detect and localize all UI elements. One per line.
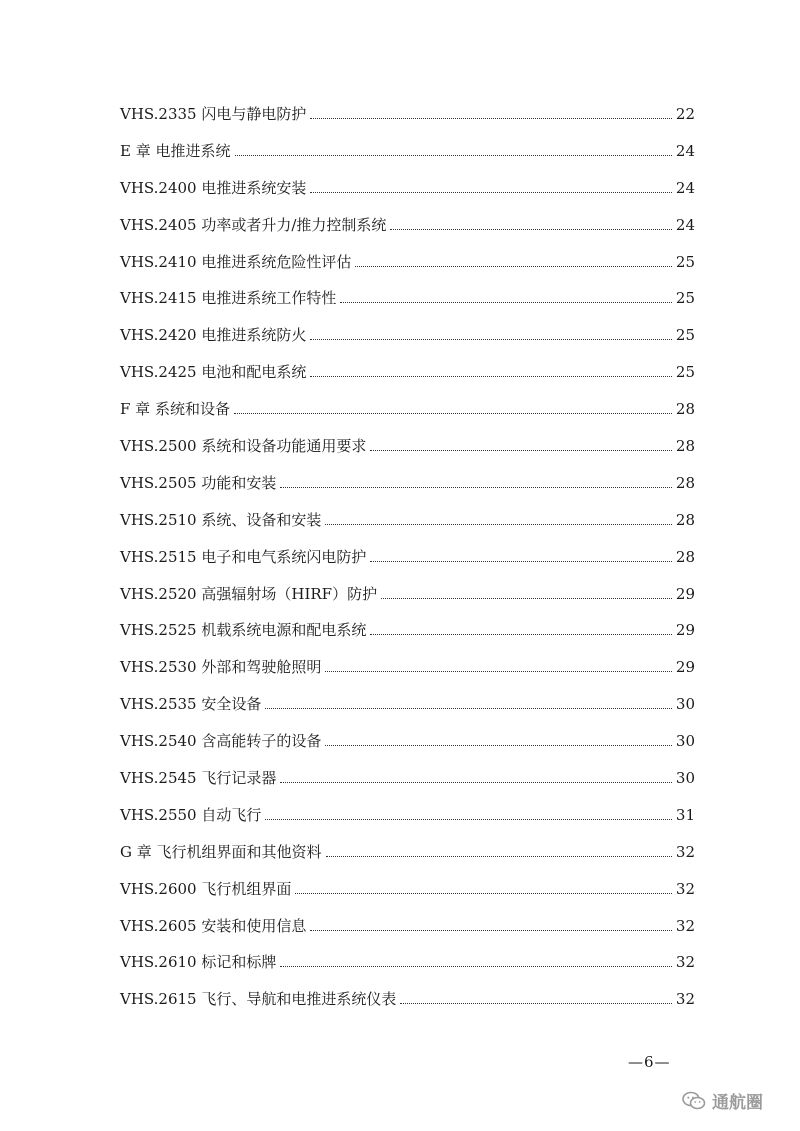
toc-entry[interactable] bbox=[120, 916, 695, 953]
toc-leader-dots bbox=[310, 930, 672, 931]
toc-leader-dots bbox=[381, 598, 672, 599]
toc-entry-title: VHS.2400 电推进系统安装 bbox=[120, 178, 307, 197]
watermark-text: 通航圈 bbox=[712, 1093, 763, 1113]
toc-entry[interactable] bbox=[120, 436, 695, 473]
toc-entry[interactable] bbox=[120, 473, 695, 510]
toc-entry-title: VHS.2420 电推进系统防火 bbox=[120, 326, 307, 345]
toc-leader-dots bbox=[310, 376, 672, 377]
toc-leader-dots bbox=[325, 745, 672, 746]
toc-entry-title: VHS.2530 外部和驾驶舱照明 bbox=[120, 658, 322, 677]
toc-chapter[interactable] bbox=[120, 399, 695, 436]
toc-entry-page: 28 bbox=[675, 437, 695, 456]
toc-entry-page: 24 bbox=[675, 215, 695, 234]
toc-leader-dots bbox=[310, 339, 672, 340]
toc-entry[interactable] bbox=[120, 178, 695, 215]
toc-leader-dots bbox=[325, 671, 672, 672]
toc-entry[interactable] bbox=[120, 510, 695, 547]
toc-entry-title: VHS.2505 功能和安装 bbox=[120, 473, 277, 492]
toc-entry[interactable] bbox=[120, 325, 695, 362]
toc-entry-page: 32 bbox=[675, 879, 695, 898]
toc-chapter[interactable] bbox=[120, 842, 695, 879]
toc-leader-dots bbox=[310, 118, 672, 119]
toc-entry-page: 30 bbox=[675, 695, 695, 714]
toc-entry-page: 25 bbox=[675, 326, 695, 345]
toc-leader-dots bbox=[390, 229, 671, 230]
watermark bbox=[682, 1088, 763, 1113]
toc-entry-title: VHS.2500 系统和设备功能通用要求 bbox=[120, 437, 367, 456]
toc-entry-page: 28 bbox=[675, 400, 695, 419]
toc-leader-dots bbox=[280, 966, 672, 967]
toc-leader-dots bbox=[370, 450, 672, 451]
toc-entry-title: VHS.2415 电推进系统工作特性 bbox=[120, 289, 337, 308]
toc-entry-title: VHS.2425 电池和配电系统 bbox=[120, 363, 307, 382]
toc-entry-title: VHS.2550 自动飞行 bbox=[120, 805, 262, 824]
toc-entry-title: VHS.2405 功率或者升力/推力控制系统 bbox=[120, 215, 387, 234]
toc-entry-page: 25 bbox=[675, 363, 695, 382]
toc-entry[interactable] bbox=[120, 362, 695, 399]
toc-entry[interactable] bbox=[120, 584, 695, 621]
toc-entry-page: 29 bbox=[675, 584, 695, 603]
toc-entry-title: VHS.2335 闪电与静电防护 bbox=[120, 105, 307, 123]
toc-leader-dots bbox=[400, 1003, 672, 1004]
toc-entry-title: VHS.2535 安全设备 bbox=[120, 695, 262, 714]
toc-entry-page: 25 bbox=[675, 252, 695, 271]
toc-entry-page: 31 bbox=[675, 805, 695, 824]
toc-entry-title: VHS.2520 高强辐射场（HIRF）防护 bbox=[120, 584, 378, 603]
toc-entry-title: VHS.2615 飞行、导航和电推进系统仪表 bbox=[120, 990, 397, 1009]
toc-leader-dots bbox=[280, 782, 672, 783]
toc-entry-title: G 章 飞行机组界面和其他资料 bbox=[120, 842, 322, 861]
table-of-contents bbox=[120, 104, 695, 1026]
toc-entry-page: 22 bbox=[675, 105, 695, 123]
toc-entry-title: VHS.2545 飞行记录器 bbox=[120, 769, 277, 788]
toc-entry-title: VHS.2525 机载系统电源和配电系统 bbox=[120, 621, 367, 640]
toc-entry-page: 24 bbox=[675, 141, 695, 160]
toc-entry[interactable] bbox=[120, 989, 695, 1026]
toc-entry-page: 30 bbox=[675, 769, 695, 788]
toc-leader-dots bbox=[326, 856, 672, 857]
page-number: —6— bbox=[628, 1053, 671, 1071]
toc-entry-page: 24 bbox=[675, 178, 695, 197]
wechat-icon bbox=[682, 1091, 706, 1111]
toc-leader-dots bbox=[370, 634, 672, 635]
toc-entry[interactable] bbox=[120, 731, 695, 768]
toc-chapter[interactable] bbox=[120, 141, 695, 178]
toc-entry[interactable] bbox=[120, 215, 695, 252]
toc-entry-page: 29 bbox=[675, 658, 695, 677]
toc-entry-title: E 章 电推进系统 bbox=[120, 141, 231, 160]
toc-entry[interactable] bbox=[120, 879, 695, 916]
toc-leader-dots bbox=[310, 192, 672, 193]
toc-entry[interactable] bbox=[120, 252, 695, 289]
toc-entry-page: 28 bbox=[675, 510, 695, 529]
toc-entry[interactable] bbox=[120, 288, 695, 325]
toc-entry-title: VHS.2605 安装和使用信息 bbox=[120, 916, 307, 935]
toc-entry-page: 32 bbox=[675, 990, 695, 1009]
toc-leader-dots bbox=[235, 155, 672, 156]
toc-entry-page: 30 bbox=[675, 732, 695, 751]
toc-entry-title: VHS.2600 飞行机组界面 bbox=[120, 879, 292, 898]
toc-leader-dots bbox=[280, 487, 672, 488]
toc-entry[interactable] bbox=[120, 547, 695, 584]
toc-entry[interactable] bbox=[120, 657, 695, 694]
toc-leader-dots bbox=[234, 413, 672, 414]
toc-entry-title: VHS.2515 电子和电气系统闪电防护 bbox=[120, 547, 367, 566]
toc-entry-page: 28 bbox=[675, 473, 695, 492]
toc-entry[interactable] bbox=[120, 620, 695, 657]
toc-entry[interactable] bbox=[120, 952, 695, 989]
toc-entry[interactable] bbox=[120, 104, 695, 141]
toc-entry[interactable] bbox=[120, 694, 695, 731]
toc-leader-dots bbox=[265, 819, 672, 820]
toc-leader-dots bbox=[370, 561, 672, 562]
toc-entry[interactable] bbox=[120, 805, 695, 842]
toc-entry-page: 28 bbox=[675, 547, 695, 566]
toc-entry-title: VHS.2610 标记和标牌 bbox=[120, 953, 277, 972]
toc-entry-page: 32 bbox=[675, 953, 695, 972]
toc-entry[interactable] bbox=[120, 768, 695, 805]
toc-entry-page: 32 bbox=[675, 916, 695, 935]
toc-entry-page: 25 bbox=[675, 289, 695, 308]
toc-leader-dots bbox=[355, 266, 672, 267]
toc-entry-title: VHS.2540 含高能转子的设备 bbox=[120, 732, 322, 751]
toc-entry-title: VHS.2410 电推进系统危险性评估 bbox=[120, 252, 352, 271]
toc-entry-title: VHS.2510 系统、设备和安装 bbox=[120, 510, 322, 529]
toc-leader-dots bbox=[295, 893, 672, 894]
toc-leader-dots bbox=[340, 302, 672, 303]
toc-entry-page: 29 bbox=[675, 621, 695, 640]
toc-entry-page: 32 bbox=[675, 842, 695, 861]
toc-entry-title: F 章 系统和设备 bbox=[120, 400, 230, 419]
toc-leader-dots bbox=[325, 524, 672, 525]
toc-leader-dots bbox=[265, 708, 672, 709]
